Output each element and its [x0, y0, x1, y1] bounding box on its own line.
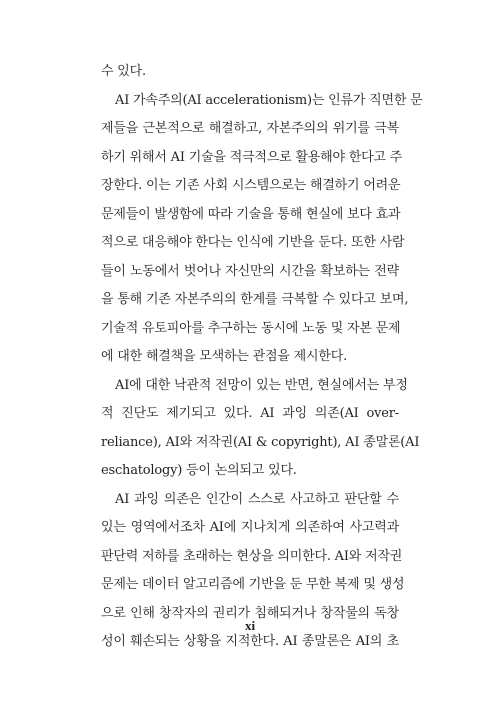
text-line: 하기 위해서 AI 기술을 적극적으로 활용해야 한다고 주: [101, 149, 403, 165]
text-line: 제들을 근본적으로 해결하고, 자본주의의 위기를 극복: [101, 121, 399, 136]
text-line: 을 통해 기존 자본주의의 한계를 극복할 수 있다고 보며,: [101, 292, 409, 307]
text-line: 판단력 저하를 초래하는 현상을 의미한다. AI와 저작권: [101, 548, 403, 564]
text-line: 에 대한 해결책을 모색하는 관점을 제시한다.: [101, 349, 348, 364]
text-line: 장한다. 이는 기존 사회 시스템으로는 해결하기 어려운: [101, 178, 401, 193]
text-line: 문제는 데이터 알고리즘에 기반을 둔 무한 복제 및 생성: [101, 577, 405, 592]
text-line: AI에 대한 낙관적 전망이 있는 반면, 현실에서는 부정: [115, 377, 408, 393]
text-line: reliance), AI와 저작권(AI & copyright), AI 종말론(AI: [101, 434, 420, 450]
text-line: 수 있다.: [101, 64, 146, 79]
text-line: AI 가속주의(AI accelerationism)는 인류가 직면한 문: [115, 92, 423, 108]
text-line: 적 진단도 제기되고 있다. AI 과잉 의존(AI over-: [101, 406, 399, 421]
text-line: 성이 훼손되는 상황을 지적한다. AI 종말론은 AI의 초: [101, 634, 399, 649]
text-line: 적으로 대응해야 한다는 인식에 기반을 둔다. 또한 사람: [101, 235, 405, 250]
text-line: 문제들이 발생함에 따라 기술을 통해 현실에 보다 효과: [101, 206, 401, 222]
text-line: AI 과잉 의존은 인간이 스스로 사고하고 판단할 수: [115, 491, 399, 507]
text-line: 기술적 유토피아를 추구하는 동시에 노동 및 자본 문제: [101, 320, 401, 336]
text-line: 있는 영역에서조차 AI에 지나치게 의존하여 사고력과: [101, 520, 399, 535]
text-line: 들이 노동에서 벗어나 자신만의 시간을 확보하는 전략: [101, 263, 399, 279]
text-line: eschatology) 등이 논의되고 있다.: [101, 463, 297, 478]
body-text: [101, 58, 423, 657]
page-number: xi: [244, 618, 256, 633]
text-line: 으로 인해 창작자의 권리가 침해되거나 창작물의 독창: [101, 605, 399, 621]
